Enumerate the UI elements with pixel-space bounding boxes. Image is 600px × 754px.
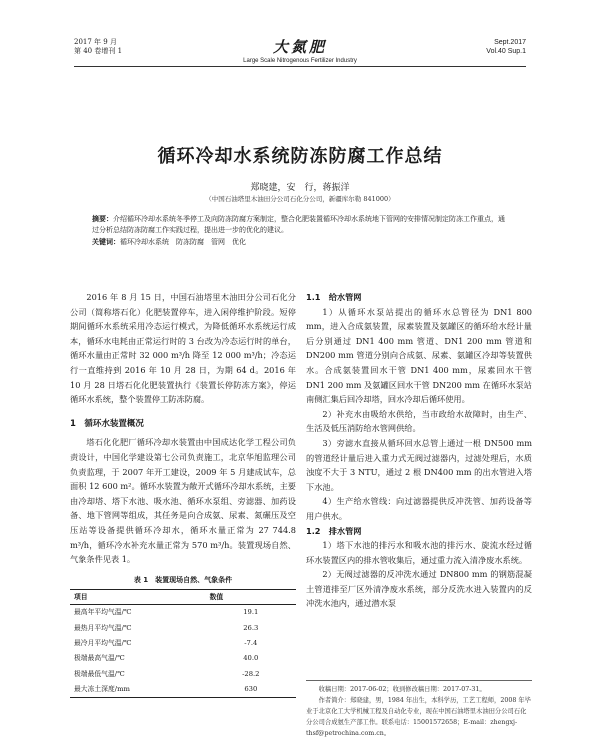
table-1	[70, 589, 296, 697]
abstract	[92, 213, 510, 236]
left-column	[70, 290, 296, 698]
journal-masthead	[180, 36, 420, 64]
footnote-author-bio: 作者简介：郑晓建，男，1984 年出生，本科学历，工艺工程师，2008 年毕业于北京化工大学机械工程及自动化专业，现在中国石油塔里木油田分公司石化分公司合成氨生产部工作。联系电话：15001572658；E-mail：zhengxj-thsf@petrochina.com.cn。	[306, 697, 531, 737]
table-cell-label: 最冷月平均气温/℃	[74, 638, 132, 647]
table-cell-label: 最热月平均气温/℃	[74, 623, 132, 632]
table-cell-label: 最高年平均气温/℃	[74, 608, 132, 617]
header-date: 2017 年 9 月	[74, 38, 117, 46]
table-col-item: 项目	[70, 590, 206, 605]
paragraph: 1）塔下水池的排污水和吸水池的排污水、旋流水经过循环水装置区内的排水管收集后，通过重力流入清净废水系统。	[306, 540, 532, 565]
footnote	[306, 680, 532, 739]
right-column	[306, 290, 532, 611]
table-cell-value: -7.4	[244, 638, 258, 647]
footnote-received: 收稿日期：2017-06-02；收到修改稿日期：2017-07-31。	[318, 686, 486, 693]
table-row	[70, 651, 296, 666]
table-cell-label: 最大冻土深度/mm	[70, 682, 206, 697]
journal-subtitle: Large Scale Nitrogenous Fertilizer Industry	[243, 58, 357, 64]
table-row	[70, 620, 296, 635]
header-date-en: Sept.2017	[494, 39, 526, 46]
table-cell-label: 极端最低气温/℃	[74, 669, 125, 678]
journal-logo: 大氮肥	[272, 38, 327, 56]
abstract-label: 摘要：	[92, 214, 113, 223]
table-cell-value: 40.0	[243, 654, 259, 663]
table-row	[70, 682, 296, 697]
table-header-row	[70, 590, 296, 605]
table-cell-value: 19.1	[243, 608, 259, 617]
paragraph: 2）无阀过滤器的反冲洗水通过 DN800 mm 的钢筋混凝土管道排至厂区外清净废水系统，部分反洗水进入装置内的反冲洗水池内，通过潜水泵	[306, 569, 532, 609]
section-1-paragraph: 塔石化化肥厂循环冷却水装置由中国成达化学工程公司负责设计，中国化学建设第七公司负责施工，北京华旭监理公司负责监理，于 2007 年开工建设，2009 年 5 月建成试车，总面积 12 600 m²。循环水装置为敞开式循环冷却水系统，主要由冷却塔、塔下水池、吸水池、循环水泵组、旁滤器、加药设备、地下管网等组成，其任务是向合成氨、尿素、氮碾压及空压站等设备提供循环冷却水，循环水量正常为 27 744.8 m³/h，循环冷水补充水量正常为 570 m³/h。装置现场自然、气象条件见表 1。	[70, 437, 296, 565]
header-volume-en: Vol.40 Sup.1	[486, 48, 526, 55]
table-row	[70, 636, 296, 651]
table-cell-value: -28.2	[242, 669, 260, 678]
keywords-label: 关键词：	[92, 237, 120, 246]
keywords-text: 循环冷却水系统 防冻防腐 管网 优化	[120, 238, 246, 246]
section-1-2-heading: 1.2 排水管网	[306, 525, 362, 536]
table-1-caption: 表 1 装置现场自然、气象条件	[133, 575, 233, 584]
header-rule	[74, 66, 526, 67]
paper-affiliation: （中国石油塔里木油田分公司石化分公司，新疆库尔勒 841000）	[205, 195, 395, 203]
paper-authors: 郑晓建，安 行，蒋振洋	[250, 183, 350, 193]
abstract-text: 介绍循环冷却水系统冬季停工及向防冻防腐方案制定，整合化肥装置循环冷却水系统地下管网的安排情况制定防冻工作重点，通过分析总结防冻防腐工作实践过程，提出进一步的优化的建议。	[92, 215, 505, 234]
intro-paragraph: 2016 年 8 月 15 日，中国石油塔里木油田分公司石化分公司（简称塔石化）化肥装置停车，进入闲停维护阶段。短停期间循环水系统采用冷态运行模式，为降低循环水系统运行成本，循环水电耗由正常运行时的 3 台改为冷态运行时的单台，循环水量由正常时 32 000 m³/h 降至 12 000 m³/h；冷态运行一直维持到 2016 年 10 月 28 日，为期 64 d。2016 年 10 月 28 日塔石化化肥装置执行《装置长停防冻方案》，停运循环水系统，整个装置停工防冻防腐。	[70, 292, 296, 405]
page-header	[0, 0, 600, 70]
table-col-value: 数值	[206, 590, 296, 605]
paper-title: 循环冷却水系统防冻防腐工作总结	[157, 146, 443, 167]
header-left	[74, 38, 122, 56]
paragraph: 3）旁滤水直接从循环回水总管上通过一根 DN500 mm 的管道经计量后进入重力式无阀过滤器内，过滤处理后，水质浊度不大于 3 NTU，通过 2 根 DN400 mm 的出水管进入塔下水池。	[306, 437, 532, 492]
header-volume: 第 40 卷增刊 1	[74, 47, 123, 55]
paragraph: 1）从循环水泵站提出的循环水总管径为 DN1 800 mm，进入合成氨装置，尿素装置及氨罐区的循环给水经计量后分别通过 DN1 400 mm 管道、DN1 200 mm 管道和 DN200 mm 管道分别向合成氨、尿素、氨罐区冷却等装置供水。合成氨装置回水干管 DN1 400 mm，尿素回水干管 DN1 200 mm 及氨罐区回水干管 DN200 mm 在循环水泵站南侧汇集后回冷却塔，回水冷却后循环使用。	[306, 306, 532, 405]
table-cell-value: 26.3	[243, 623, 259, 632]
paragraph: 2）补充水由吸给水供给，当市政给水故障时，由生产、生活及低压消防给水管网供给。	[306, 408, 532, 434]
section-1-1-heading: 1.1 给水管网	[306, 292, 362, 302]
section-1-heading: 1 循环水装置概况	[70, 418, 144, 429]
keywords	[92, 237, 510, 247]
paragraph: 4）生产给水管线：向过滤器提供反冲洗管、加药设备等用户供水。	[306, 496, 532, 521]
table-row	[70, 605, 296, 620]
table-cell-value: 630	[206, 682, 296, 697]
table-cell-label: 极端最高气温/℃	[74, 654, 125, 663]
table-row	[70, 666, 296, 681]
header-right	[486, 38, 526, 56]
